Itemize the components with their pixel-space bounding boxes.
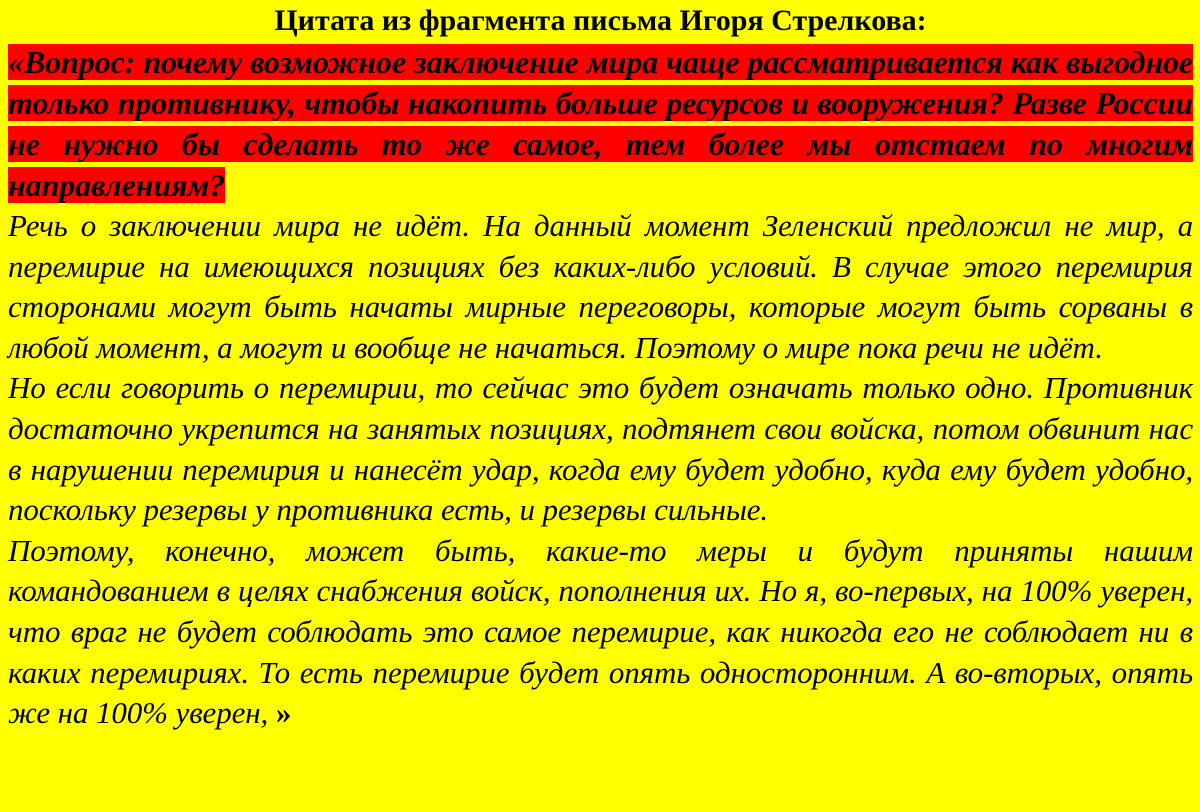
document-title: Цитата из фрагмента письма Игоря Стрелкова: <box>274 4 927 37</box>
answer-paragraph-3 <box>8 531 1193 734</box>
answer-paragraph-3-text: Поэтому, конечно, может быть, какие-то меры и будут приняты нашим командованием в целях снабжения войск, пополнения их. Но я, во-первых, на 100% уверен, что враг не будет соблюдать это самое перемирие, как никогда его не соблюдает ни в каких перемириях. То есть перемирие будет опять односторонним. А во-вторых, опять же на 100% уверен, <box>8 532 1193 731</box>
answer-paragraph-2: Но если говорить о перемирии, то сейчас это будет означать только одно. Противник достаточно укрепится на занятых позициях, подтянет свои войска, потом обвинит нас в нарушении перемирия и нанесёт удар, когда ему будет удобно, куда ему будет удобно, поскольку резервы у противника есть, и резервы сильные. <box>8 370 1193 528</box>
question-paragraph <box>8 42 1193 206</box>
answer-paragraph-1: Речь о заключении мира не идёт. На данный момент Зеленский предложил не мир, а перемирие на имеющихся позициях без каких-либо условий. В случае этого перемирия сторонами могут быть начаты мирные переговоры, которые могут быть сорваны в любой момент, а могут и вообще не начаться. Поэтому о мире пока речи не идёт. <box>8 208 1193 365</box>
closing-quote: » <box>275 695 292 731</box>
question-highlight: «Вопрос: почему возможное заключение мира чаще рассматривается как выгодное только противнику, чтобы накопить больше ресурсов и вооружения? Разве России не нужно бы сделать то же самое, тем более мы отстаем по многим направлениям? <box>8 44 1193 203</box>
